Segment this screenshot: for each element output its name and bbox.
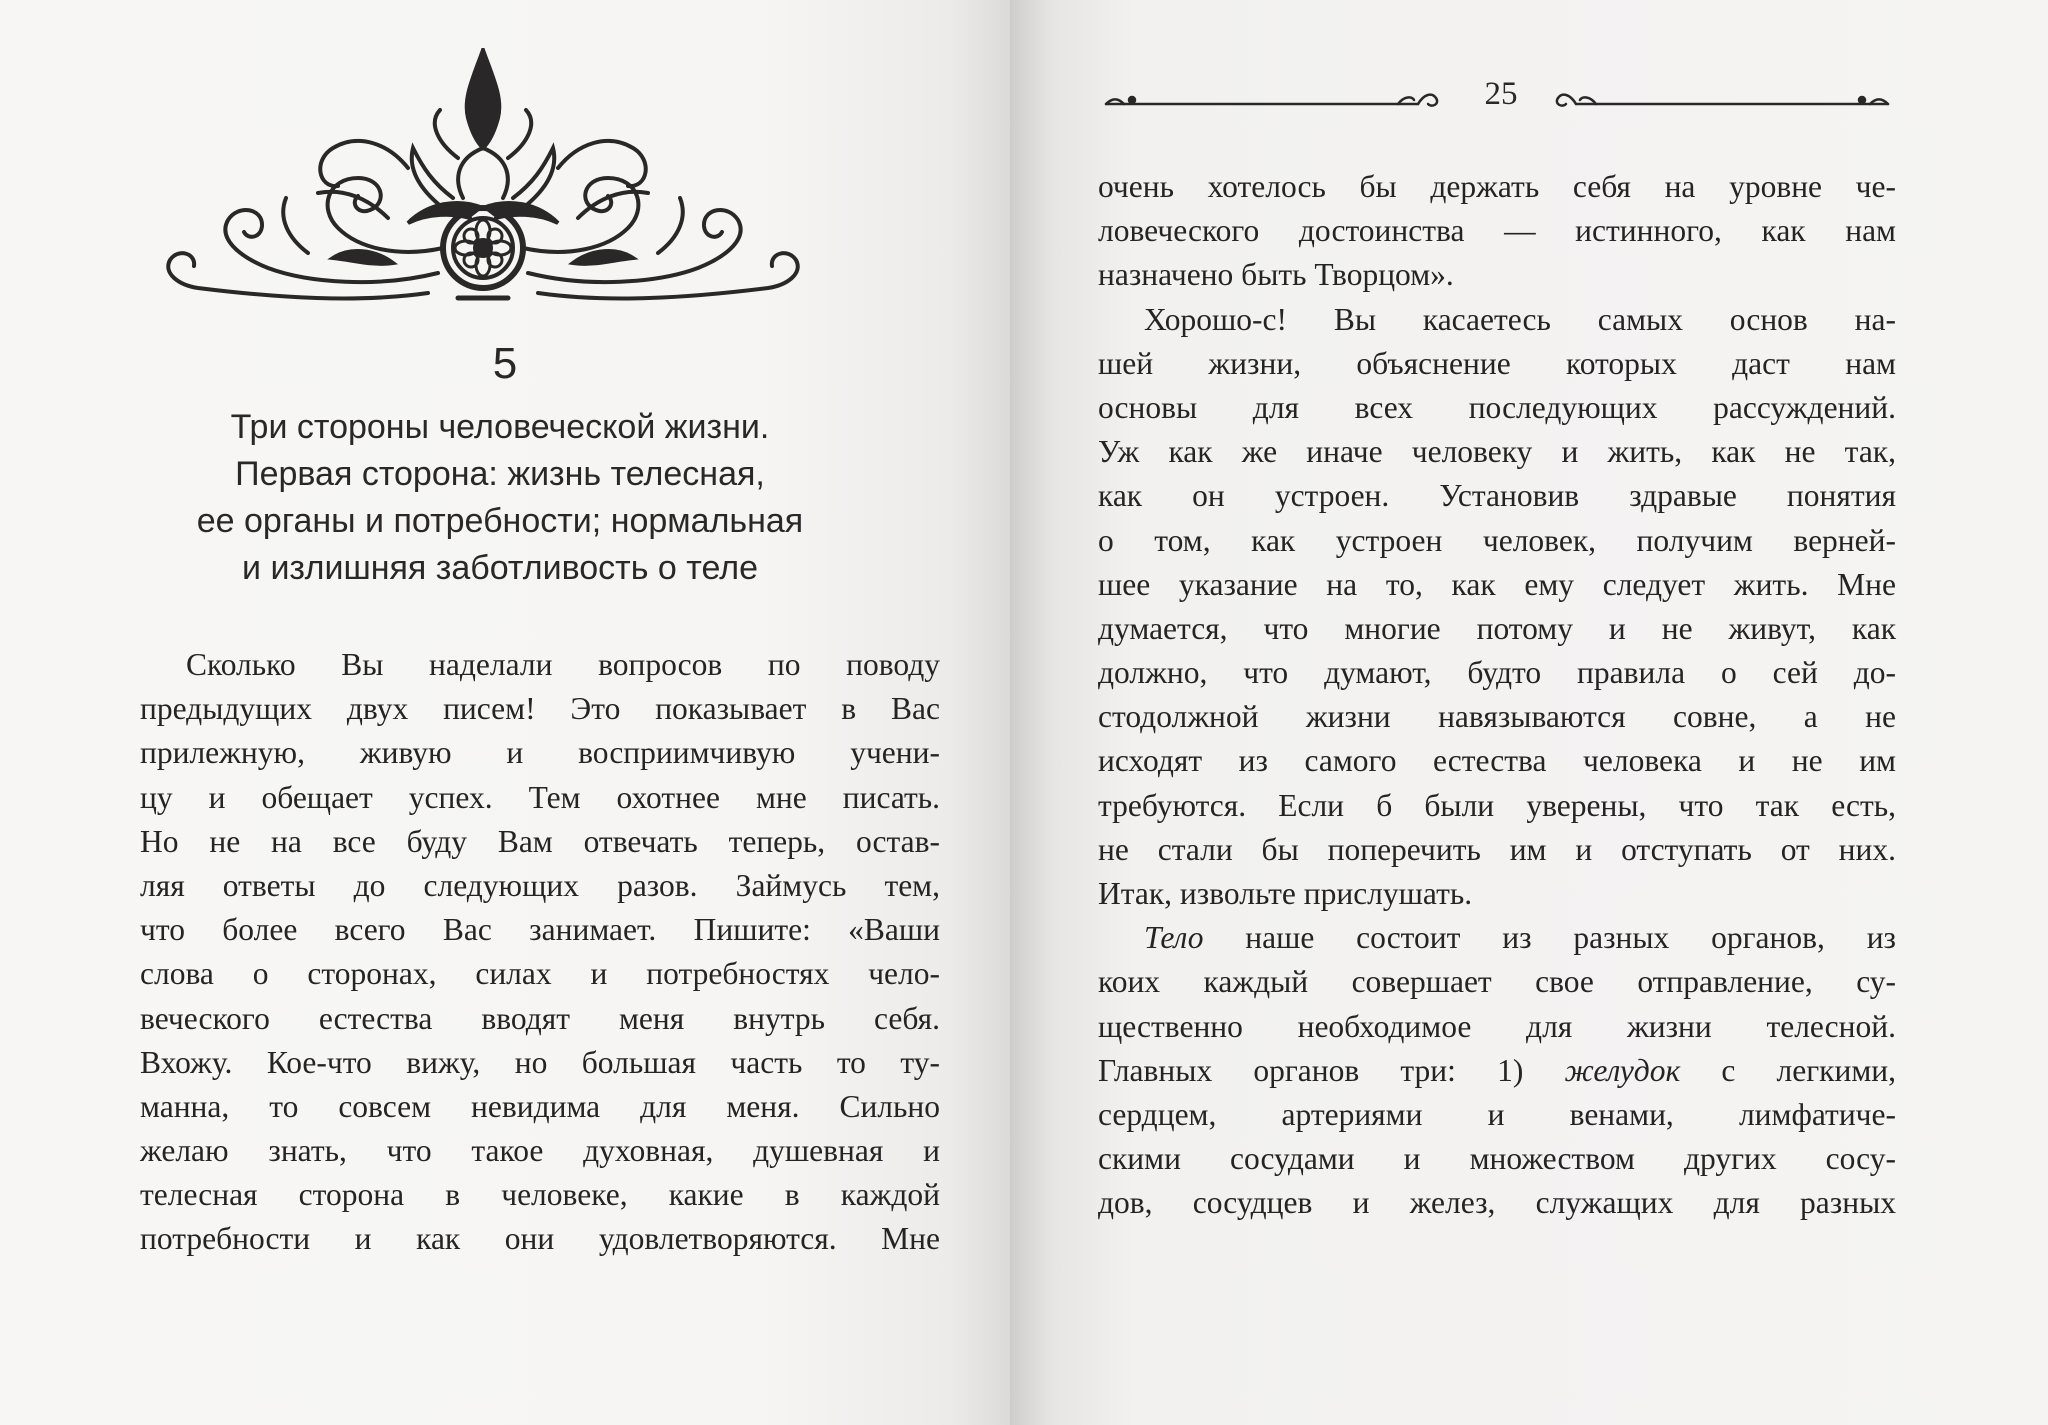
text-line: Сколько Вы наделали вопросов по поводу xyxy=(186,647,940,682)
page-number: 25 xyxy=(1484,76,1518,112)
text-line: дов, сосудцев и желез, служащих для разных xyxy=(1098,1185,1896,1221)
chapter-title-line: Первая сторона: жизнь телесная, xyxy=(235,455,765,493)
text-line: ловеческого достоинства — истинного, как нам xyxy=(1098,213,1896,249)
text-line: очень хотелось бы держать себя на уровне че- xyxy=(1098,169,1896,204)
text-line: манна, то совсем невидима для меня. Сильно xyxy=(140,1088,940,1124)
text-line: коих каждый совершает свое отправление, су- xyxy=(1098,964,1896,1000)
text-line: требуются. Если б были уверены, что так есть, xyxy=(1098,787,1896,823)
text-line: что более всего Вас занимает. Пишите: «Ваши xyxy=(140,912,940,948)
text-line: Итак, извольте прислушать. xyxy=(1098,876,1473,911)
text-line: основы для всех последующих рассуждений. xyxy=(1098,389,1896,425)
left-body-text xyxy=(140,643,940,1262)
text-line: не стали бы поперечить им и отступать от них. xyxy=(1098,831,1896,867)
text-line: думается, что многие потому и не живут, как xyxy=(1098,610,1896,646)
chapter-number: 5 xyxy=(492,339,518,388)
text-line xyxy=(1098,1049,1896,1093)
chapter-title xyxy=(130,404,870,592)
text-line: назначено быть Творцом». xyxy=(1098,257,1454,293)
text-fragment: с легкими, xyxy=(1680,1052,1896,1088)
text-line: ляя ответы до следующих разов. Займусь тем, xyxy=(140,867,940,903)
text-line: исходят из самого естества человека и не им xyxy=(1098,743,1896,779)
text-line: скими сосудами и множеством других сосу- xyxy=(1098,1141,1896,1177)
right-body-text xyxy=(1098,165,1896,1226)
chapter-title-line: Три стороны человеческой жизни. xyxy=(230,408,770,446)
text-line xyxy=(1098,916,1896,960)
text-fragment: Главных органов три: 1) xyxy=(1098,1052,1565,1088)
text-line: потребности и как они удовлетворяются. Мне xyxy=(140,1221,940,1257)
text-line: шей жизни, объяснение которых даст нам xyxy=(1098,345,1896,381)
text-line: должно, что думают, будто правила о сей до- xyxy=(1098,655,1896,691)
floral-headpiece-ornament xyxy=(158,48,808,318)
text-line: телесная сторона в человеке, какие в каждой xyxy=(140,1177,940,1213)
text-line: щественно необходимое для жизни телесной. xyxy=(1098,1008,1896,1044)
text-line: желаю знать, что такое духовная, душевная и xyxy=(140,1133,940,1169)
text-line: слова о сторонах, силах и потребностях чело- xyxy=(140,956,940,992)
chapter-title-line: ее органы и потребности; нормальная xyxy=(196,502,804,540)
text-line: предыдущих двух писем! Это показывает в Вас xyxy=(140,691,940,727)
text-line: Хорошо-с! Вы касаетесь самых основ на- xyxy=(1144,301,1896,337)
text-line: как он устроен. Установив здравые понятия xyxy=(1098,478,1896,514)
text-line: цу и обещает успех. Тем охотнее мне писать. xyxy=(140,779,940,815)
text-line: Вхожу. Кое-что вижу, но большая часть то ту- xyxy=(140,1044,940,1080)
chapter-title-line: и излишняя заботливость о теле xyxy=(242,549,758,587)
text-line: стодолжной жизни навязываются совне, а не xyxy=(1098,699,1896,735)
text-line: Уж как же иначе человеку и жить, как не так, xyxy=(1098,434,1896,470)
text-line: шее указание на то, как ему следует жить. Мне xyxy=(1098,566,1896,602)
left-page xyxy=(0,0,1010,1425)
italic-term: желудок xyxy=(1564,1052,1681,1088)
text-line: Но не на все буду Вам отвечать теперь, остав- xyxy=(140,823,940,859)
text-line: сердцем, артериями и венами, лимфатиче- xyxy=(1098,1096,1896,1132)
text-line: веческого естества вводят меня внутрь себя. xyxy=(140,1000,940,1036)
text-line: о том, как устроен человек, получим верней- xyxy=(1098,522,1896,558)
text-line: прилежную, живую и восприимчивую учени- xyxy=(140,735,940,771)
italic-term: Тело xyxy=(1144,920,1204,956)
text-fragment: наше состоит из разных органов, из xyxy=(1203,920,1896,956)
